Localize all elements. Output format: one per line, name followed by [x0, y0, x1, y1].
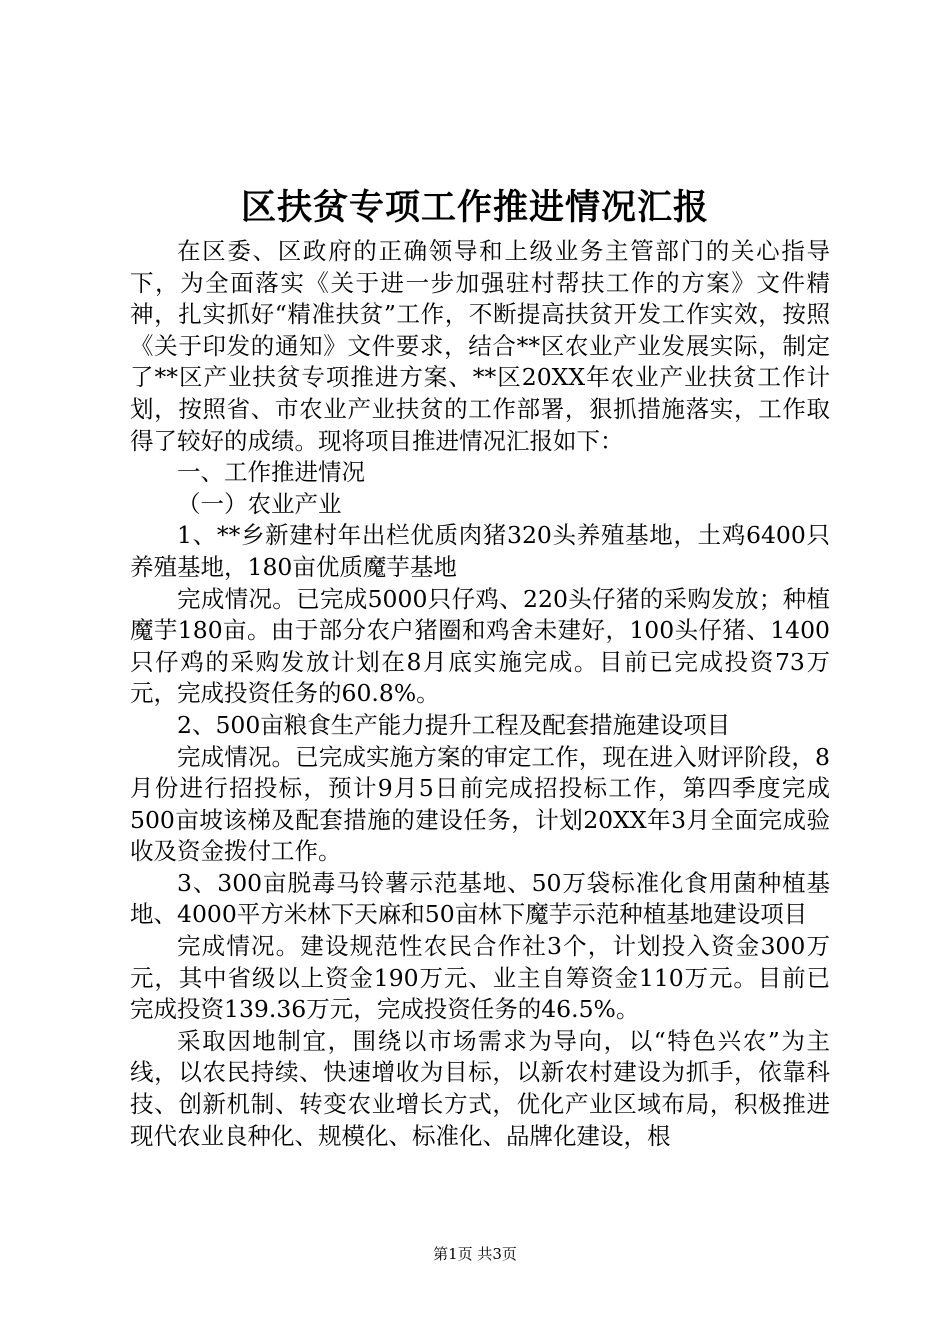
paragraph-measures: 采取因地制宜，围绕以市场需求为导向，以“特色兴农”为主线，以农民持续、快速增收为目标，以新农村建设为抓手，依靠科技、创新机制、转变农业增长方式，优化产业区域布局，积极推进现代农业良种化、规模化、标准化、品牌化建设，根: [130, 1026, 830, 1150]
document-body: [130, 236, 830, 1152]
item-status-3: 完成情况。建设规范性农民合作社3个，计划投入资金300万元，其中省级以上资金190万元、业主自筹资金110万元。目前已完成投资139.36万元，完成投资任务的46.5%。: [130, 932, 830, 1024]
item-status-2: 完成情况。已完成实施方案的审定工作，现在进入财评阶段，8月份进行招投标，预计9月5日前完成招投标工作，第四季度完成500亩坡该梯及配套措施的建设任务，计划20XX年3月全面完成验收及资金拨付工作。: [130, 742, 830, 866]
item-heading-2: 2、500亩粮食生产能力提升工程及配套措施建设项目: [177, 710, 731, 739]
item-heading-1: 1、**乡新建村年出栏优质肉猪320头养殖基地，土鸡6400只养殖基地，180亩优质魔芋基地: [130, 521, 830, 581]
page-footer: 第1页 共3页: [433, 1245, 517, 1263]
document-title: 区扶贫专项工作推进情况汇报: [240, 187, 709, 228]
subsection-heading-agriculture: （一）农业产业: [177, 489, 342, 518]
paragraph-intro: 在区委、区政府的正确领导和上级业务主管部门的关心指导下，为全面落实《关于进一步加强驻村帮扶工作的方案》文件精神，扎实抓好“精准扶贫”工作，不断提高扶贫开发工作实效，按照《关于印发的通知》文件要求，结合**区农业产业发展实际，制定了**区产业扶贫专项推进方案、**区20XX年农业产业扶贫工作计划，按照省、市农业产业扶贫的工作部署，狠抓措施落实，工作取得了较好的成绩。现将项目推进情况汇报如下：: [130, 237, 830, 455]
section-heading-1: 一、工作推进情况: [177, 458, 365, 487]
item-heading-3: 3、300亩脱毒马铃薯示范基地、50万袋标准化食用菌种植基地、4000平方米林下天麻和50亩林下魔芋示范种植基地建设项目: [130, 868, 830, 929]
item-status-1: 完成情况。已完成5000只仔鸡、220头仔猪的采购发放；种植魔芋180亩。由于部分农户猪圈和鸡舍未建好，100头仔猪、1400只仔鸡的采购发放计划在8月底实施完成。目前已完成投资73万元，完成投资任务的60.8%。: [130, 584, 830, 708]
